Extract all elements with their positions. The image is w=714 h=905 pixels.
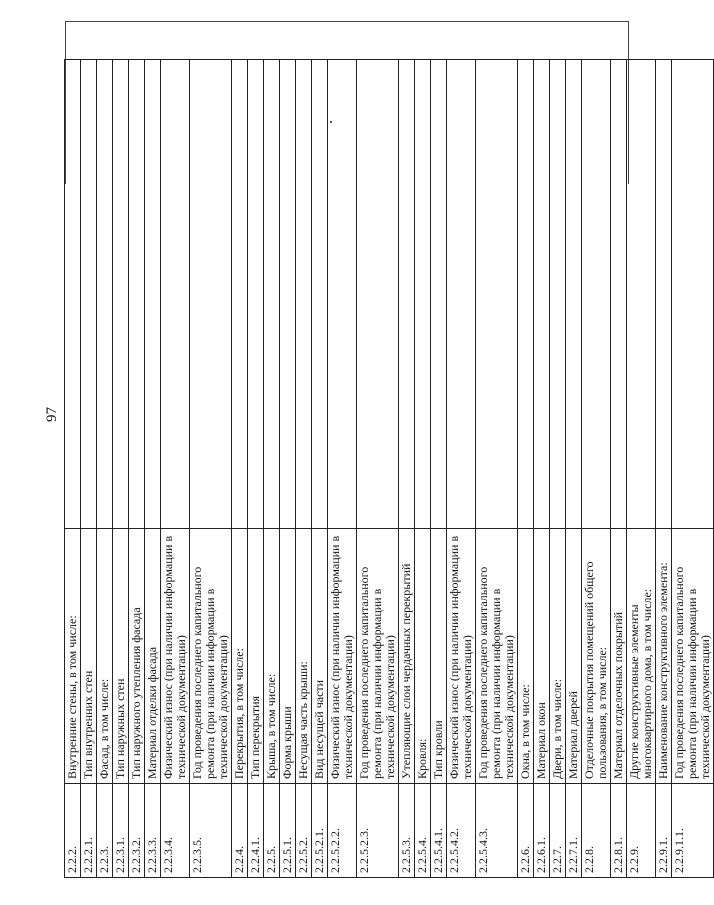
table-row: [296, 60, 312, 878]
row-number-cell: 2.2.3.: [97, 784, 113, 878]
row-description-cell: Физический износ (при наличии информации в технической документации): [447, 529, 476, 784]
row-number-cell: 2.2.9.1.: [656, 784, 672, 878]
row-value-cell: [415, 60, 431, 529]
row-description-cell: Окна, в том числе:: [518, 529, 534, 784]
row-value-cell: [357, 60, 399, 529]
row-description-cell: Тип кровли: [431, 529, 447, 784]
row-number-cell: 2.2.6.: [518, 784, 534, 878]
row-value-cell: [190, 60, 232, 529]
table-row: [161, 60, 190, 878]
row-number-cell: 2.2.9.1.1.: [672, 784, 714, 878]
row-number-cell: 2.2.8.1.: [611, 784, 627, 878]
table-row: [627, 60, 656, 878]
table-row: [81, 60, 97, 878]
row-value-cell: [399, 60, 415, 529]
row-value-cell: [264, 60, 280, 529]
table-row: [264, 60, 280, 878]
row-value-cell: [611, 60, 627, 529]
table-row: [656, 60, 672, 878]
row-number-cell: 2.2.8.: [582, 784, 611, 878]
row-value-cell: [248, 60, 264, 529]
table-row: [312, 60, 328, 878]
row-number-cell: 2.2.5.: [264, 784, 280, 878]
table-row: [248, 60, 264, 878]
row-value-cell: [566, 60, 582, 529]
rotated-table-wrapper: [64, 60, 712, 878]
row-value-cell: [447, 60, 476, 529]
row-value-cell: [627, 60, 656, 529]
structure-elements-table: [64, 59, 714, 878]
row-number-cell: 2.2.5.2.: [296, 784, 312, 878]
row-number-cell: 2.2.5.2.1.: [312, 784, 328, 878]
row-description-cell: Вид несущей части: [312, 529, 328, 784]
table-row: [518, 60, 534, 878]
table-row: [476, 60, 518, 878]
row-number-cell: 2.2.2.: [65, 784, 81, 878]
row-value-cell: [312, 60, 328, 529]
row-description-cell: Материал отделки фасада: [145, 529, 161, 784]
row-number-cell: 2.2.5.4.2.: [447, 784, 476, 878]
row-value-cell: [145, 60, 161, 529]
row-number-cell: 2.2.3.4.: [161, 784, 190, 878]
row-value-cell: [232, 60, 248, 529]
row-value-cell: [296, 60, 312, 529]
row-description-cell: Тип перекрытия: [248, 529, 264, 784]
row-description-cell: Тип внутренних стен: [81, 529, 97, 784]
row-description-cell: Тип наружных стен: [113, 529, 129, 784]
row-value-cell: [161, 60, 190, 529]
row-number-cell: 2.2.6.1.: [534, 784, 550, 878]
table-row: [582, 60, 611, 878]
row-number-cell: 2.2.5.4.1.: [431, 784, 447, 878]
row-description-cell: Год проведения последнего капитального ремонта (при наличии информации в технической документации): [190, 529, 232, 784]
row-value-cell: [97, 60, 113, 529]
table-row: [232, 60, 248, 878]
table-row: [550, 60, 566, 878]
row-description-cell: Год проведения последнего капитального ремонта (при наличии информации в технической документации): [672, 529, 714, 784]
page-number: 97: [44, 407, 60, 422]
table-row: [357, 60, 399, 878]
row-number-cell: 2.2.3.1.: [113, 784, 129, 878]
row-value-cell: [328, 60, 357, 529]
row-number-cell: 2.2.5.3.: [399, 784, 415, 878]
row-value-cell: [431, 60, 447, 529]
row-number-cell: 2.2.4.1.: [248, 784, 264, 878]
row-description-cell: Материал окон: [534, 529, 550, 784]
row-description-cell: Кровля:: [415, 529, 431, 784]
row-number-cell: 2.2.5.2.2.: [328, 784, 357, 878]
row-value-cell: [81, 60, 97, 529]
table-row: [431, 60, 447, 878]
table-row: [447, 60, 476, 878]
row-number-cell: 2.2.2.1.: [81, 784, 97, 878]
row-description-cell: Год проведения последнего капитального ремонта (при наличии информации в технической документации): [476, 529, 518, 784]
table-row: [328, 60, 357, 878]
row-number-cell: 2.2.5.2.3.: [357, 784, 399, 878]
row-description-cell: Отделочные покрытия помещений общего пользования, в том числе:: [582, 529, 611, 784]
row-value-cell: [129, 60, 145, 529]
row-description-cell: Двери, в том числе:: [550, 529, 566, 784]
row-description-cell: Год проведения последнего капитального ремонта (при наличии информации в технической документации): [357, 529, 399, 784]
row-number-cell: 2.2.3.5.: [190, 784, 232, 878]
row-number-cell: 2.2.9.: [627, 784, 656, 878]
row-description-cell: Тип наружного утепления фасада: [129, 529, 145, 784]
row-value-cell: [550, 60, 566, 529]
row-value-cell: [113, 60, 129, 529]
row-description-cell: Физический износ (при наличии информации в технической документации): [328, 529, 357, 784]
row-value-cell: [534, 60, 550, 529]
row-number-cell: 2.2.7.1.: [566, 784, 582, 878]
table-row: [534, 60, 550, 878]
row-number-cell: 2.2.3.3.: [145, 784, 161, 878]
table-body: [65, 60, 714, 878]
row-description-cell: Материал отделочных покрытий: [611, 529, 627, 784]
table-row: [566, 60, 582, 878]
row-description-cell: Наименование конструктивного элемента:: [656, 529, 672, 784]
row-description-cell: Утепляющие слои чердачных перекрытий: [399, 529, 415, 784]
row-description-cell: Фасад, в том числе:: [97, 529, 113, 784]
row-description-cell: Перекрытия, в том числе:: [232, 529, 248, 784]
row-value-cell: [65, 60, 81, 529]
row-number-cell: 2.2.4.: [232, 784, 248, 878]
row-description-cell: Физический износ (при наличии информации в технической документации): [161, 529, 190, 784]
row-value-cell: [476, 60, 518, 529]
table-row: [65, 60, 81, 878]
row-number-cell: 2.2.5.1.: [280, 784, 296, 878]
row-value-cell: [672, 60, 714, 529]
row-description-cell: Крыша, в том числе:: [264, 529, 280, 784]
row-number-cell: 2.2.5.4.3.: [476, 784, 518, 878]
row-number-cell: 2.2.5.4.: [415, 784, 431, 878]
table-row: [97, 60, 113, 878]
row-value-cell: [280, 60, 296, 529]
table-row: [611, 60, 627, 878]
row-value-cell: [656, 60, 672, 529]
table-row: [280, 60, 296, 878]
row-number-cell: 2.2.7.: [550, 784, 566, 878]
row-value-cell: [582, 60, 611, 529]
table-row: [672, 60, 714, 878]
table-row: [145, 60, 161, 878]
table-row: [415, 60, 431, 878]
row-description-cell: Внутренние стены, в том числе:: [65, 529, 81, 784]
table-row: [399, 60, 415, 878]
table-row: [129, 60, 145, 878]
row-value-cell: [518, 60, 534, 529]
row-description-cell: Другие конструктивные элементы многоквартирного дома, в том числе:: [627, 529, 656, 784]
row-number-cell: 2.2.3.2.: [129, 784, 145, 878]
table-row: [190, 60, 232, 878]
row-description-cell: Материал дверей: [566, 529, 582, 784]
table-row: [113, 60, 129, 878]
row-description-cell: Несущая часть крыши:: [296, 529, 312, 784]
row-description-cell: Форма крыши: [280, 529, 296, 784]
